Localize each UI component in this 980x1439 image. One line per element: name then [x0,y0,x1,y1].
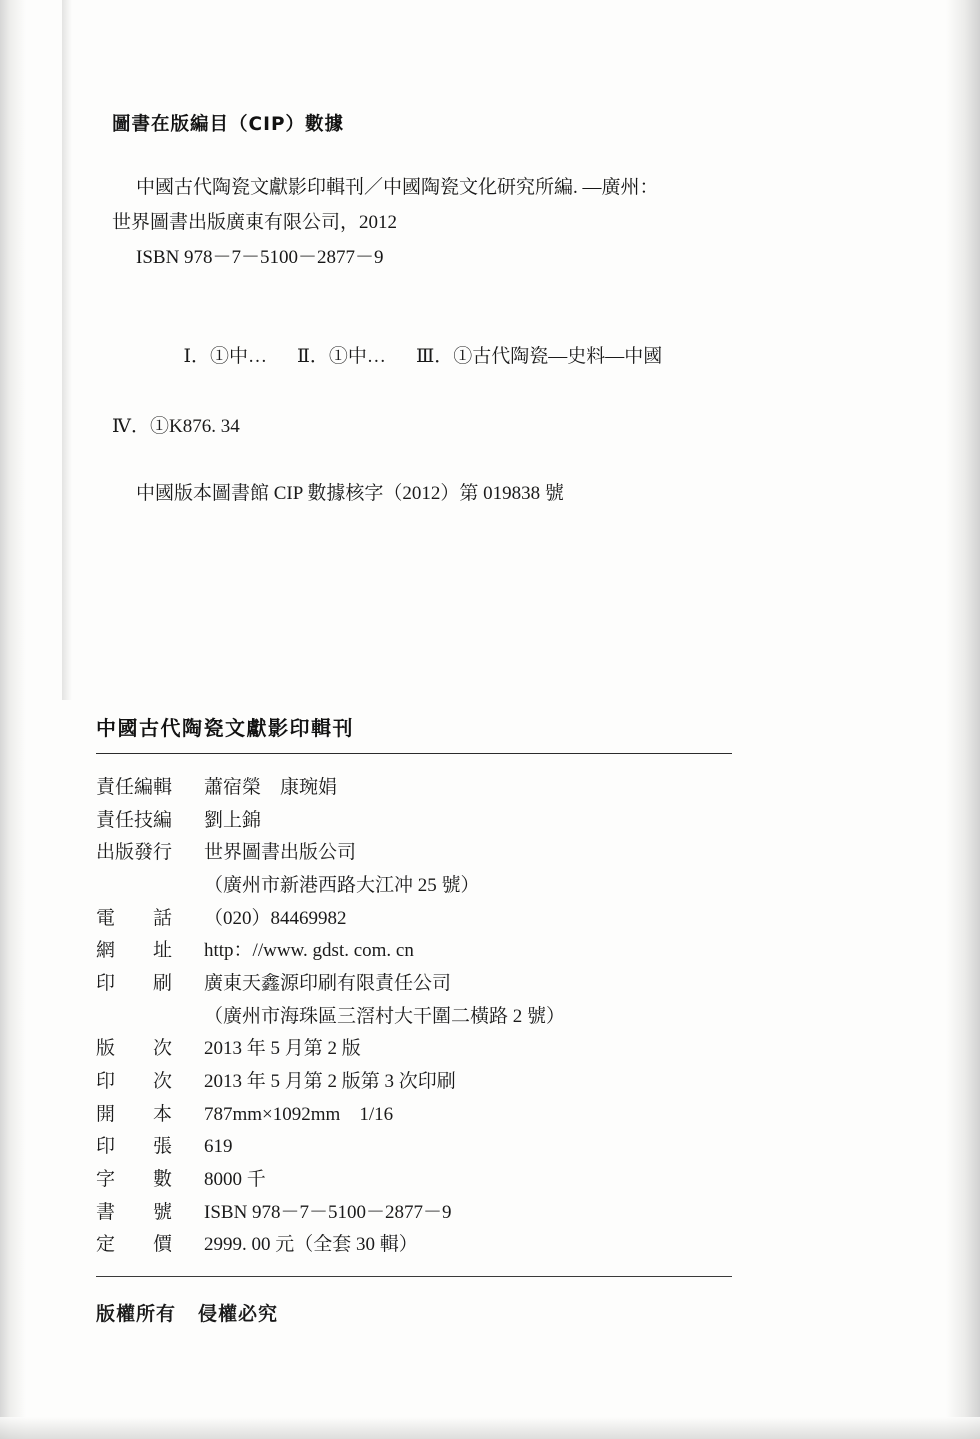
colophon-rows [96,754,736,1276]
colophon-label: 定 價 [96,1234,173,1256]
colophon-block [96,712,736,1326]
colophon-value: 廣東天鑫源印刷有限責任公司 [204,973,452,995]
colophon-value: （020）84469982 [204,907,347,929]
colophon-value: 2013 年 5 月第 2 版第 3 次印刷 [204,1071,456,1093]
colophon-value: 8000 千 [204,1169,266,1191]
colophon-value: 世界圖書出版公司 [204,842,357,864]
cip-classification [112,303,712,444]
colophon-value: 2013 年 5 月第 2 版 [204,1038,361,1060]
colophon-subvalue: （廣州市新港西路大江冲 25 號） [204,875,480,897]
colophon-row [96,1131,736,1164]
cip-class-item: Ⅲ．①古代陶瓷—史料—中國 [415,345,663,367]
colophon-value: 787mm×1092mm 1/16 [204,1103,394,1125]
colophon-value: 蕭宿榮 康琬娟 [204,777,338,798]
cip-entry [112,170,712,275]
colophon-row [96,903,736,936]
colophon-subvalue: （廣州市海珠區三滘村大干圍二橫路 2 號） [204,1005,566,1027]
colophon-row [96,805,736,838]
colophon-row [96,968,736,1001]
cip-class-item-last: Ⅳ．①K876. 34 [112,415,240,437]
colophon-row-website [96,935,736,968]
cip-block [112,110,712,505]
colophon-title: 中國古代陶瓷文獻影印輯刊 [96,716,354,740]
colophon-row [96,837,736,870]
colophon-row [96,1164,736,1197]
colophon-label: 字 數 [96,1169,173,1191]
cip-isbn-line: ISBN 978－7－5100－2877－9 [136,247,384,269]
copyright-notice [96,1277,736,1326]
cip-number-line: 中國版本圖書館 CIP 數據核字（2012）第 019838 號 [136,482,564,504]
colophon-label: 責任編輯 [96,777,173,798]
colophon-label: 印 刷 [96,973,173,995]
colophon-label: 版 次 [96,1038,173,1060]
cip-heading: 圖書在版編目（CIP）數據 [112,114,345,135]
colophon-value: 619 [204,1136,233,1158]
colophon-label: 出版發行 [96,842,173,864]
colophon-row [96,772,736,805]
colophon-label: 開 本 [96,1103,173,1125]
colophon-value: 劉上錦 [204,809,262,831]
colophon-row [96,1066,736,1099]
colophon-label: 印 次 [96,1071,173,1093]
cip-class-item: Ⅰ．①中… [183,345,268,367]
colophon-label: 書 號 [96,1201,173,1223]
colophon-row [96,1229,736,1262]
colophon-label: 責任技編 [96,809,173,831]
cip-classification-row [112,303,712,408]
cip-entry-line: 世界圖書出版廣東有限公司，2012 [112,212,398,234]
colophon-value-website[interactable]: http：//www. gdst. com. cn [204,940,414,962]
colophon-label: 印 張 [96,1136,173,1158]
copyright-right: 侵權必究 [198,1303,279,1326]
colophon-row [96,1099,736,1132]
cip-entry-line: 中國古代陶瓷文獻影印輯刊／中國陶瓷文化研究所編. —廣州： [136,177,659,198]
copyright-left: 版權所有 [96,1303,177,1326]
colophon-value-price: 2999. 00 元（全套 30 輯） [204,1234,418,1256]
colophon-value-isbn: ISBN 978－7－5100－2877－9 [204,1201,452,1223]
colophon-row [96,1033,736,1066]
colophon-label: 網 址 [96,940,173,962]
cip-class-item: Ⅱ．①中… [297,345,386,367]
colophon-row [96,1197,736,1230]
colophon-label: 電 話 [96,907,173,929]
